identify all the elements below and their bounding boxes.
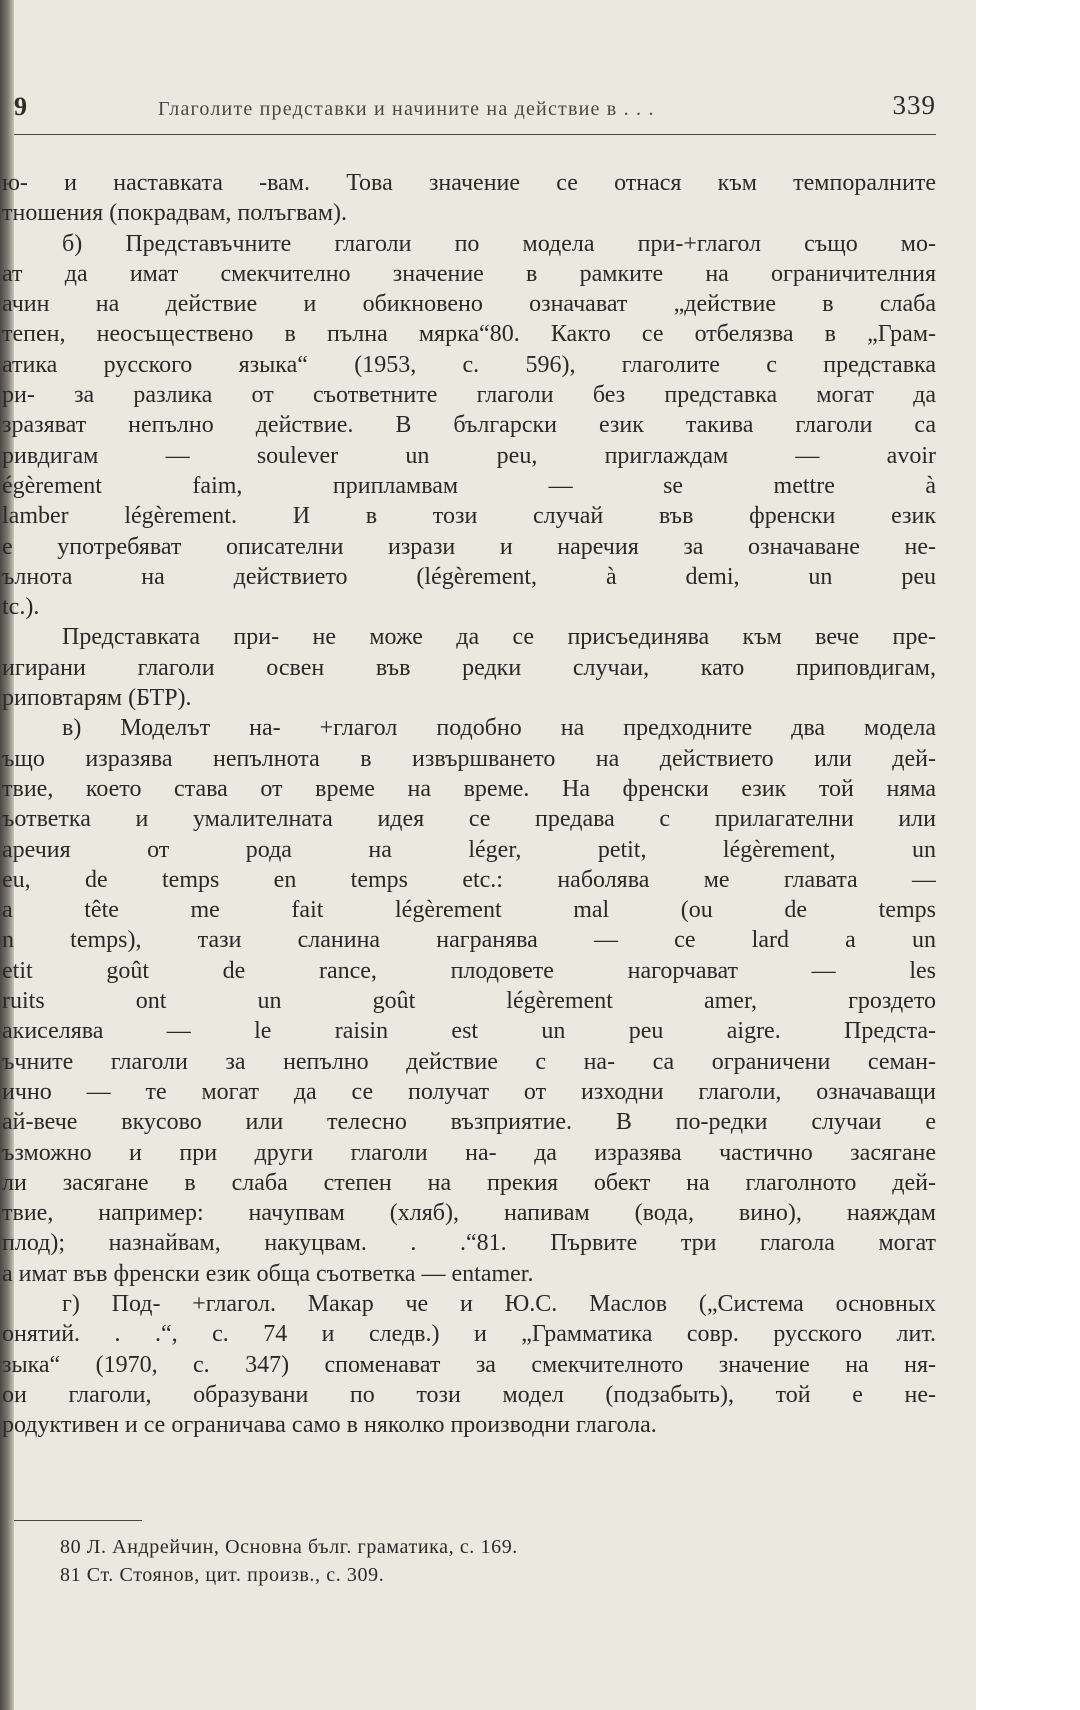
text-line: ачин на действие и обикновено означават „действие в слаба xyxy=(2,291,936,318)
text-line: родуктивен и се ограничава само в няколко производни глагола. xyxy=(2,1412,657,1439)
text-line: eu, de temps en temps etc.: наболява ме главата — xyxy=(2,866,936,893)
text-line: ълнота на действието (légèrement, à demi, un peu xyxy=(2,563,936,590)
text-line: тепен, неосъществено в пълна мярка“80. Както се отбелязва в „Грам- xyxy=(2,321,936,348)
page-header xyxy=(14,82,936,134)
text-line: tc.). xyxy=(2,594,40,621)
text-line: ъщо изразява непълнота в извършването на действието или дей- xyxy=(2,745,936,772)
text-line: аречия от рода на léger, petit, légèrement, un xyxy=(2,836,936,863)
text-line: ъответка и умалителната идея се предава с прилагателни или xyxy=(2,806,936,833)
text-line: плод); назнайвам, накуцвам. . .“81. Първите три глагола могат xyxy=(2,1230,936,1257)
page-number: 339 xyxy=(892,90,936,120)
text-line: ои глаголи, образувани по този модел (подзабыть), той е не- xyxy=(2,1381,936,1408)
text-line: зыка“ (1970, с. 347) споменават за смекчителното значение на ня- xyxy=(2,1351,936,1378)
text-line: в) Моделът на- +глагол подобно на предходните два модела xyxy=(62,715,936,742)
header-rule xyxy=(14,134,936,135)
text-line: ruits ont un goût légèrement amer, гроздето xyxy=(2,988,936,1015)
text-line: онятий. . .“, с. 74 и следв.) и „Грамматика совр. русского лит. xyxy=(2,1321,936,1348)
footnote-80: 80 Л. Андрейчин, Основна бълг. граматика, с. 169. xyxy=(60,1536,518,1558)
facing-page-number: 9 xyxy=(14,92,27,121)
text-line: акиселява — le raisin est un peu aigre. Предста- xyxy=(2,1018,936,1045)
text-line: ай-вече вкусово или телесно възприятие. В по-редки случаи е xyxy=(2,1109,936,1136)
text-line: ю- и наставката -вам. Това значение се отнася към темпоралните xyxy=(2,170,936,196)
text-line: etit goût de rance, плодовете нагорчават — les xyxy=(2,957,936,984)
footnote-rule xyxy=(14,1520,142,1521)
text-line: б) Представъчните глаголи по модела при-+глагол също мо- xyxy=(62,230,936,257)
text-line: а имат във френски език обща съответка — entamer. xyxy=(2,1260,534,1287)
text-line: a tête me fait légèrement mal (ou de temps xyxy=(2,897,936,924)
text-line: ъзможно и при други глаголи на- да изразява частично засягане xyxy=(2,1139,936,1166)
text-line: игирани глаголи освен във редки случаи, като приповдигам, xyxy=(2,654,936,681)
text-line: n temps), тази сланина награнява — ce lard a un xyxy=(2,927,936,954)
text-line: е употребяват описателни изрази и наречия за означаване не- xyxy=(2,533,936,560)
text-line: égèrement faim, припламвам — se mettre à xyxy=(2,472,936,499)
text-line: г) Под- +глагол. Макар че и Ю.С. Маслов („Система основных xyxy=(62,1290,936,1317)
text-line: Представката при- не може да се присъединява към вече пре- xyxy=(62,624,936,651)
text-line: зразяват непълно действие. В български език такива глаголи са xyxy=(2,412,936,439)
text-line: твие, което става от време на време. На френски език той няма xyxy=(2,775,936,802)
text-line: тношения (покрадвам, полъгвам). xyxy=(2,200,348,227)
text-line: ъчните глаголи за непълно действие с на- са ограничени семан- xyxy=(2,1048,936,1075)
text-line: атика русского языка“ (1953, с. 596), глаголите с представка xyxy=(2,351,936,378)
text-line: ат да имат смекчително значение в рамките на ограничителния xyxy=(2,260,936,287)
text-line: твие, например: начупвам (хляб), напивам (вода, вино), наяждам xyxy=(2,1200,936,1227)
running-title: Глаголите представки и начините на действие в . . . xyxy=(158,98,655,120)
text-line: lamber légèrement. И в този случай във френски език xyxy=(2,503,936,530)
main-text xyxy=(2,168,936,1440)
right-margin xyxy=(976,0,1080,1710)
text-line: ри- за разлика от съответните глаголи без представка могат да xyxy=(2,382,936,409)
text-line: ли засягане в слаба степен на прекия обект на глаголното дей- xyxy=(2,1169,936,1196)
footnote-81: 81 Ст. Стоянов, цит. произв., с. 309. xyxy=(60,1564,385,1586)
text-line: ично — те могат да се получат от изходни глаголи, означаващи xyxy=(2,1078,936,1105)
text-line: ривдигам — soulever un peu, приглаждам — avoir xyxy=(2,442,936,469)
text-line: риповтарям (БТР). xyxy=(2,685,192,712)
footnotes xyxy=(60,1533,880,1589)
